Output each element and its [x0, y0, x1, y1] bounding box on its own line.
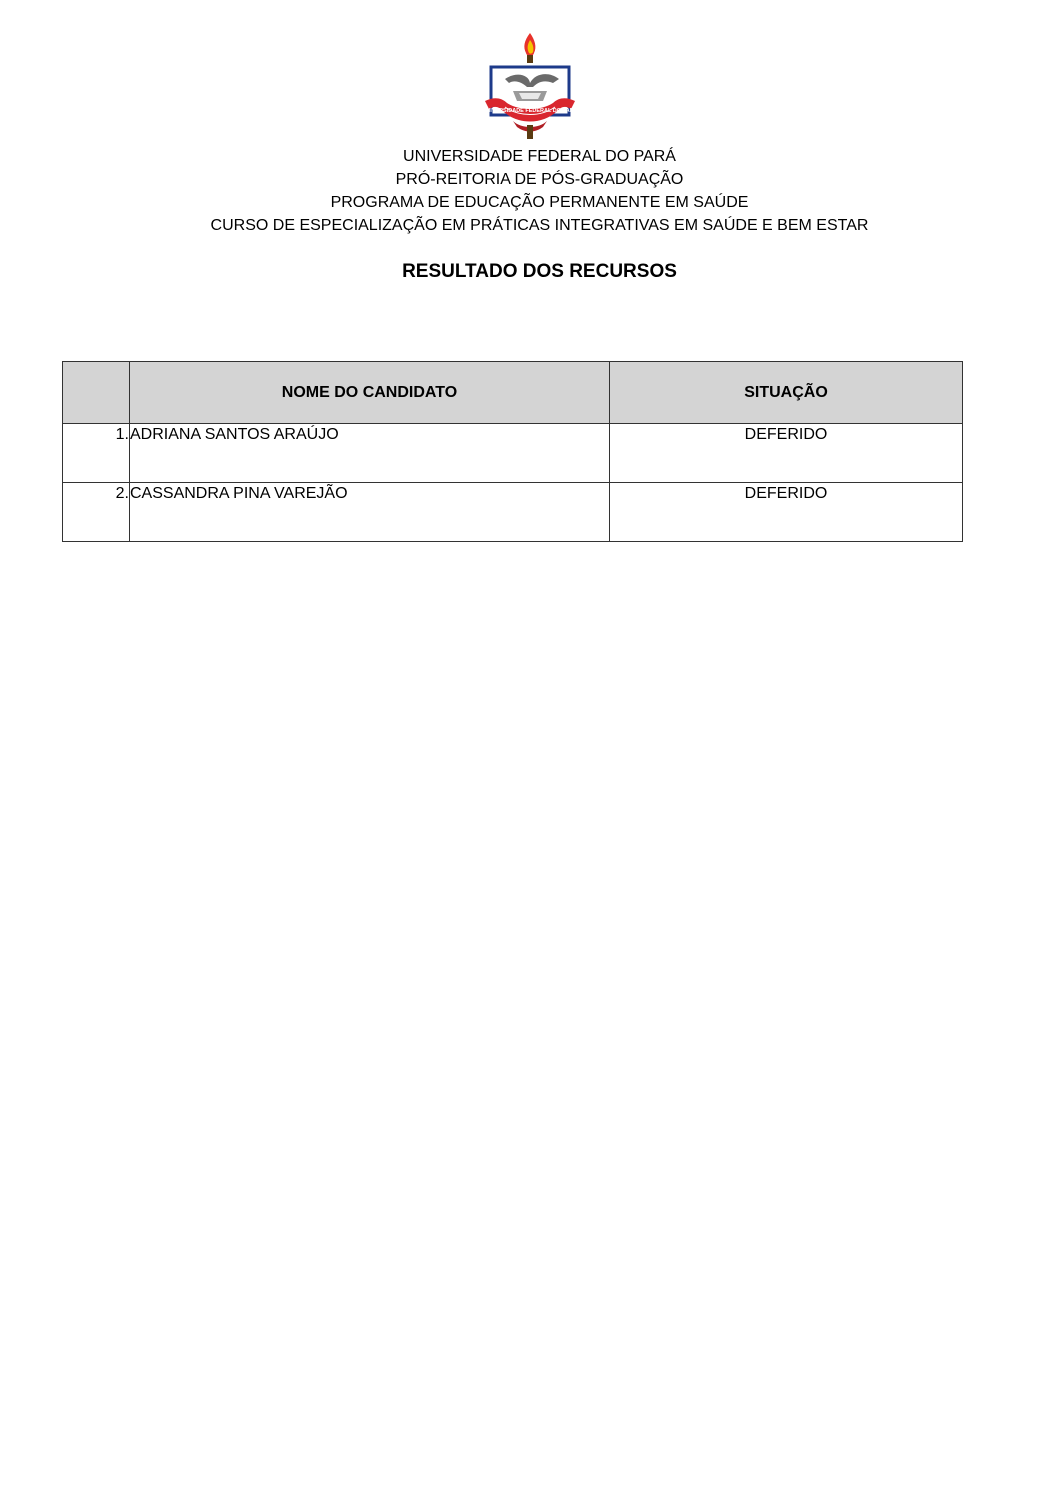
column-header-number — [63, 362, 130, 424]
column-header-candidate-name: NOME DO CANDIDATO — [130, 362, 610, 424]
table-row — [63, 424, 963, 483]
column-header-status: SITUAÇÃO — [610, 362, 963, 424]
candidate-status: DEFERIDO — [610, 424, 963, 483]
table-header-row — [63, 362, 963, 424]
document-header — [0, 145, 1059, 237]
university-crest-logo — [483, 31, 577, 143]
row-number: 2. — [63, 483, 130, 542]
row-number: 1. — [63, 424, 130, 483]
header-program: PROGRAMA DE EDUCAÇÃO PERMANENTE EM SAÚDE — [330, 194, 749, 211]
candidate-name: CASSANDRA PINA VAREJÃO — [130, 483, 610, 542]
results-table — [62, 361, 963, 542]
document-title: RESULTADO DOS RECURSOS — [402, 261, 677, 282]
header-course: CURSO DE ESPECIALIZAÇÃO EM PRÁTICAS INTEGRATIVAS EM SAÚDE E BEM ESTAR — [210, 217, 869, 234]
crest-ribbon-text: UNIVERSIDADE FEDERAL DO PARÁ — [483, 108, 577, 114]
header-university: UNIVERSIDADE FEDERAL DO PARÁ — [403, 148, 676, 165]
candidate-status: DEFERIDO — [610, 483, 963, 542]
candidate-name: ADRIANA SANTOS ARAÚJO — [130, 424, 610, 483]
table-row — [63, 483, 963, 542]
header-pro-rectory: PRÓ-REITORIA DE PÓS-GRADUAÇÃO — [395, 171, 684, 188]
